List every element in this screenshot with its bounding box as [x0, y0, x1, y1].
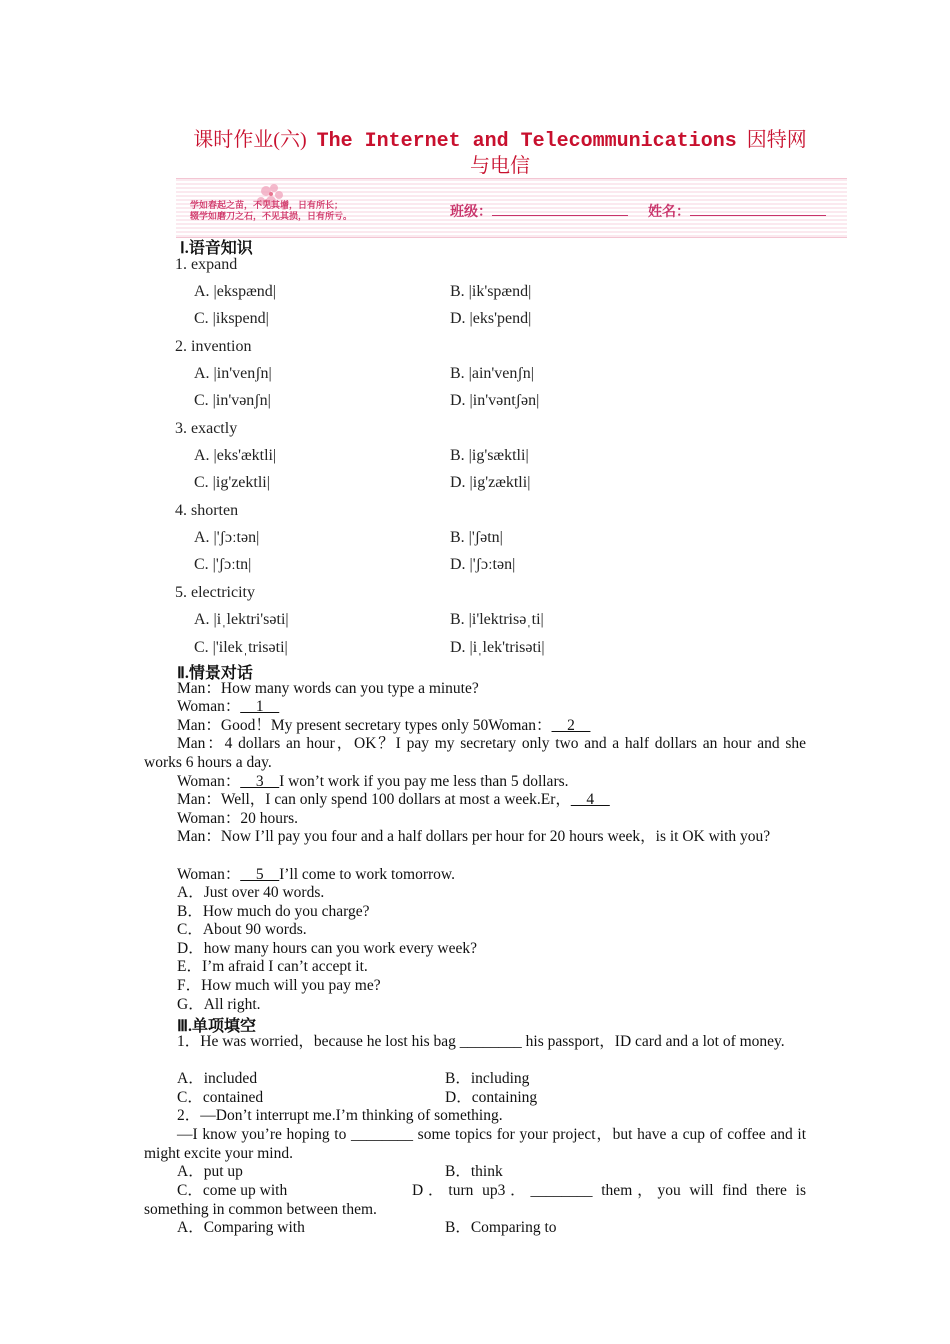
name-line[interactable]: [690, 201, 826, 216]
dialog-line-9-text: I’ll come to work tomorrow.: [279, 866, 455, 883]
class-line[interactable]: [492, 201, 628, 216]
blank-3[interactable]: __3__: [240, 773, 280, 790]
mc-q1-option-a: A．included: [177, 1070, 258, 1087]
q3-stem: 3. exactly: [175, 420, 238, 437]
option-e: E．I’m afraid I can’t accept it.: [177, 958, 368, 975]
option-d: D．how many hours can you work every week?: [177, 940, 478, 957]
q1-option-a: A. |ekspænd|: [194, 283, 276, 300]
q3-option-d: D. |ig'zæktli|: [450, 474, 531, 491]
q5-option-a: A. |iˌlektri'səti|: [194, 611, 289, 628]
speaker-woman: Woman：: [177, 698, 241, 715]
q4-option-b: B. |'ʃətn|: [450, 529, 503, 546]
option-b: B．How much do you charge?: [177, 903, 370, 920]
blank-4[interactable]: __4__: [570, 791, 610, 808]
dialog-line-6: [177, 791, 610, 809]
header-banner: [176, 178, 847, 238]
dialog-line-3: [177, 717, 590, 735]
section2-heading: Ⅱ.情景对话: [177, 665, 253, 682]
q1-stem: 1. expand: [175, 256, 238, 273]
dialog-line-6-text: Man：Well，I can only spend 100 dollars at most a week.Er，: [177, 791, 571, 808]
option-c: C．About 90 words.: [177, 921, 307, 938]
motto: [190, 201, 352, 223]
dialog-line-9: [177, 866, 455, 884]
motto-line-2: 辍学如磨刀之石，不见其损，日有所亏。: [190, 212, 353, 222]
title-en: The Internet and Telecommunications: [316, 130, 737, 153]
q5-option-d: D. |iˌlek'trisəti|: [450, 639, 545, 656]
mc-q1-option-c: C．contained: [177, 1089, 264, 1106]
dialog-line-2: [177, 698, 279, 716]
q2-option-d: D. |in'vəntʃən|: [450, 392, 540, 409]
q4-option-c: C. |'ʃɔːtn|: [194, 556, 252, 573]
blank-1[interactable]: __1__: [240, 698, 280, 715]
speaker-woman-3: Woman：: [177, 866, 241, 883]
q2-option-b: B. |ain'venʃn|: [450, 365, 534, 382]
q1-option-b: B. |ik'spænd|: [450, 283, 532, 300]
mc-question-2-line-2: —I know you’re hoping to ________ some topics for your project，but have a cup of coffee and it might excite your mind.: [144, 1126, 806, 1162]
q2-option-c: C. |in'vənʃn|: [194, 392, 271, 409]
mc-q1-option-b: B．including: [445, 1070, 530, 1087]
q5-option-c: C. |'ilekˌtrisəti|: [194, 639, 288, 656]
dialog-line-5: [177, 773, 569, 791]
dialog-line-5-text: I won’t work if you pay me less than 5 dollars.: [279, 773, 569, 790]
q3-option-c: C. |ig'zektli|: [194, 474, 270, 491]
q2-stem: 2. invention: [175, 338, 252, 355]
name-field[interactable]: [648, 201, 826, 221]
q5-option-b: B. |i'lektrisəˌti|: [450, 611, 544, 628]
page-title: [190, 128, 810, 178]
dialog-line-1: Man：How many words can you type a minute?: [177, 680, 479, 697]
q3-option-b: B. |ig'sæktli|: [450, 447, 529, 464]
q1-option-c: C. |ikspend|: [194, 310, 269, 327]
dialog-line-8: Man：Now I’ll pay you four and a half dollars per hour for 20 hours week，is it OK with you?: [177, 828, 771, 845]
class-label: 班级：: [450, 204, 492, 220]
section1-heading: Ⅰ.语音知识: [180, 240, 253, 257]
dialog-line-3-text: Man：Good！My present secretary types only 50Woman：: [177, 717, 552, 734]
mc-q3-option-b: B．Comparing to: [445, 1219, 557, 1236]
option-g: G．All right.: [177, 996, 261, 1013]
mc-q2-option-c: C．come up with: [177, 1182, 288, 1199]
q1-option-d: D. |eks'pend|: [450, 310, 532, 327]
option-f: F．How much will you pay me?: [177, 977, 381, 994]
blank-5[interactable]: __5__: [240, 866, 280, 883]
motto-line-1: 学如春起之苗，不见其增，日有所长；: [190, 201, 344, 211]
mc-q2-option-b: B．think: [445, 1163, 503, 1180]
dialog-line-4: Man：4 dollars an hour，OK？I pay my secretary only two and a half dollars an hour and she works 6 hours a day.: [144, 735, 806, 771]
q3-option-a: A. |eks'æktli|: [194, 447, 277, 464]
title-cn2: 因特网与电信: [470, 129, 807, 177]
q4-option-d: D. |'ʃɔːtən|: [450, 556, 516, 573]
mc-question-1: 1．He was worried，because he lost his bag ________ his passport，ID card and a lot of money.: [177, 1033, 785, 1050]
q5-stem: 5. electricity: [175, 584, 255, 601]
speaker-woman-2: Woman：: [177, 773, 241, 790]
blank-2[interactable]: __2__: [551, 717, 591, 734]
mc-q3-option-a: A．Comparing with: [177, 1219, 305, 1236]
class-field[interactable]: [450, 201, 628, 221]
section3-heading: Ⅲ.单项填空: [177, 1018, 257, 1035]
mc-q1-option-d: D．containing: [445, 1089, 538, 1106]
q4-stem: 4. shorten: [175, 502, 239, 519]
mc-question-2-line-1: 2．—Don’t interrupt me.I’m thinking of something.: [177, 1107, 503, 1124]
mc-q2-option-d-and-q3: D．turn up3．________ them，you will find there is something in common between them.: [144, 1182, 806, 1218]
mc-q2-option-a: A．put up: [177, 1163, 243, 1180]
q4-option-a: A. |'ʃɔːtən|: [194, 529, 260, 546]
title-cn: 课时作业(六): [193, 129, 307, 151]
name-label: 姓名：: [648, 204, 690, 220]
dialog-line-7: Woman：20 hours.: [177, 810, 299, 827]
option-a: A．Just over 40 words.: [177, 884, 325, 901]
q2-option-a: A. |in'venʃn|: [194, 365, 272, 382]
